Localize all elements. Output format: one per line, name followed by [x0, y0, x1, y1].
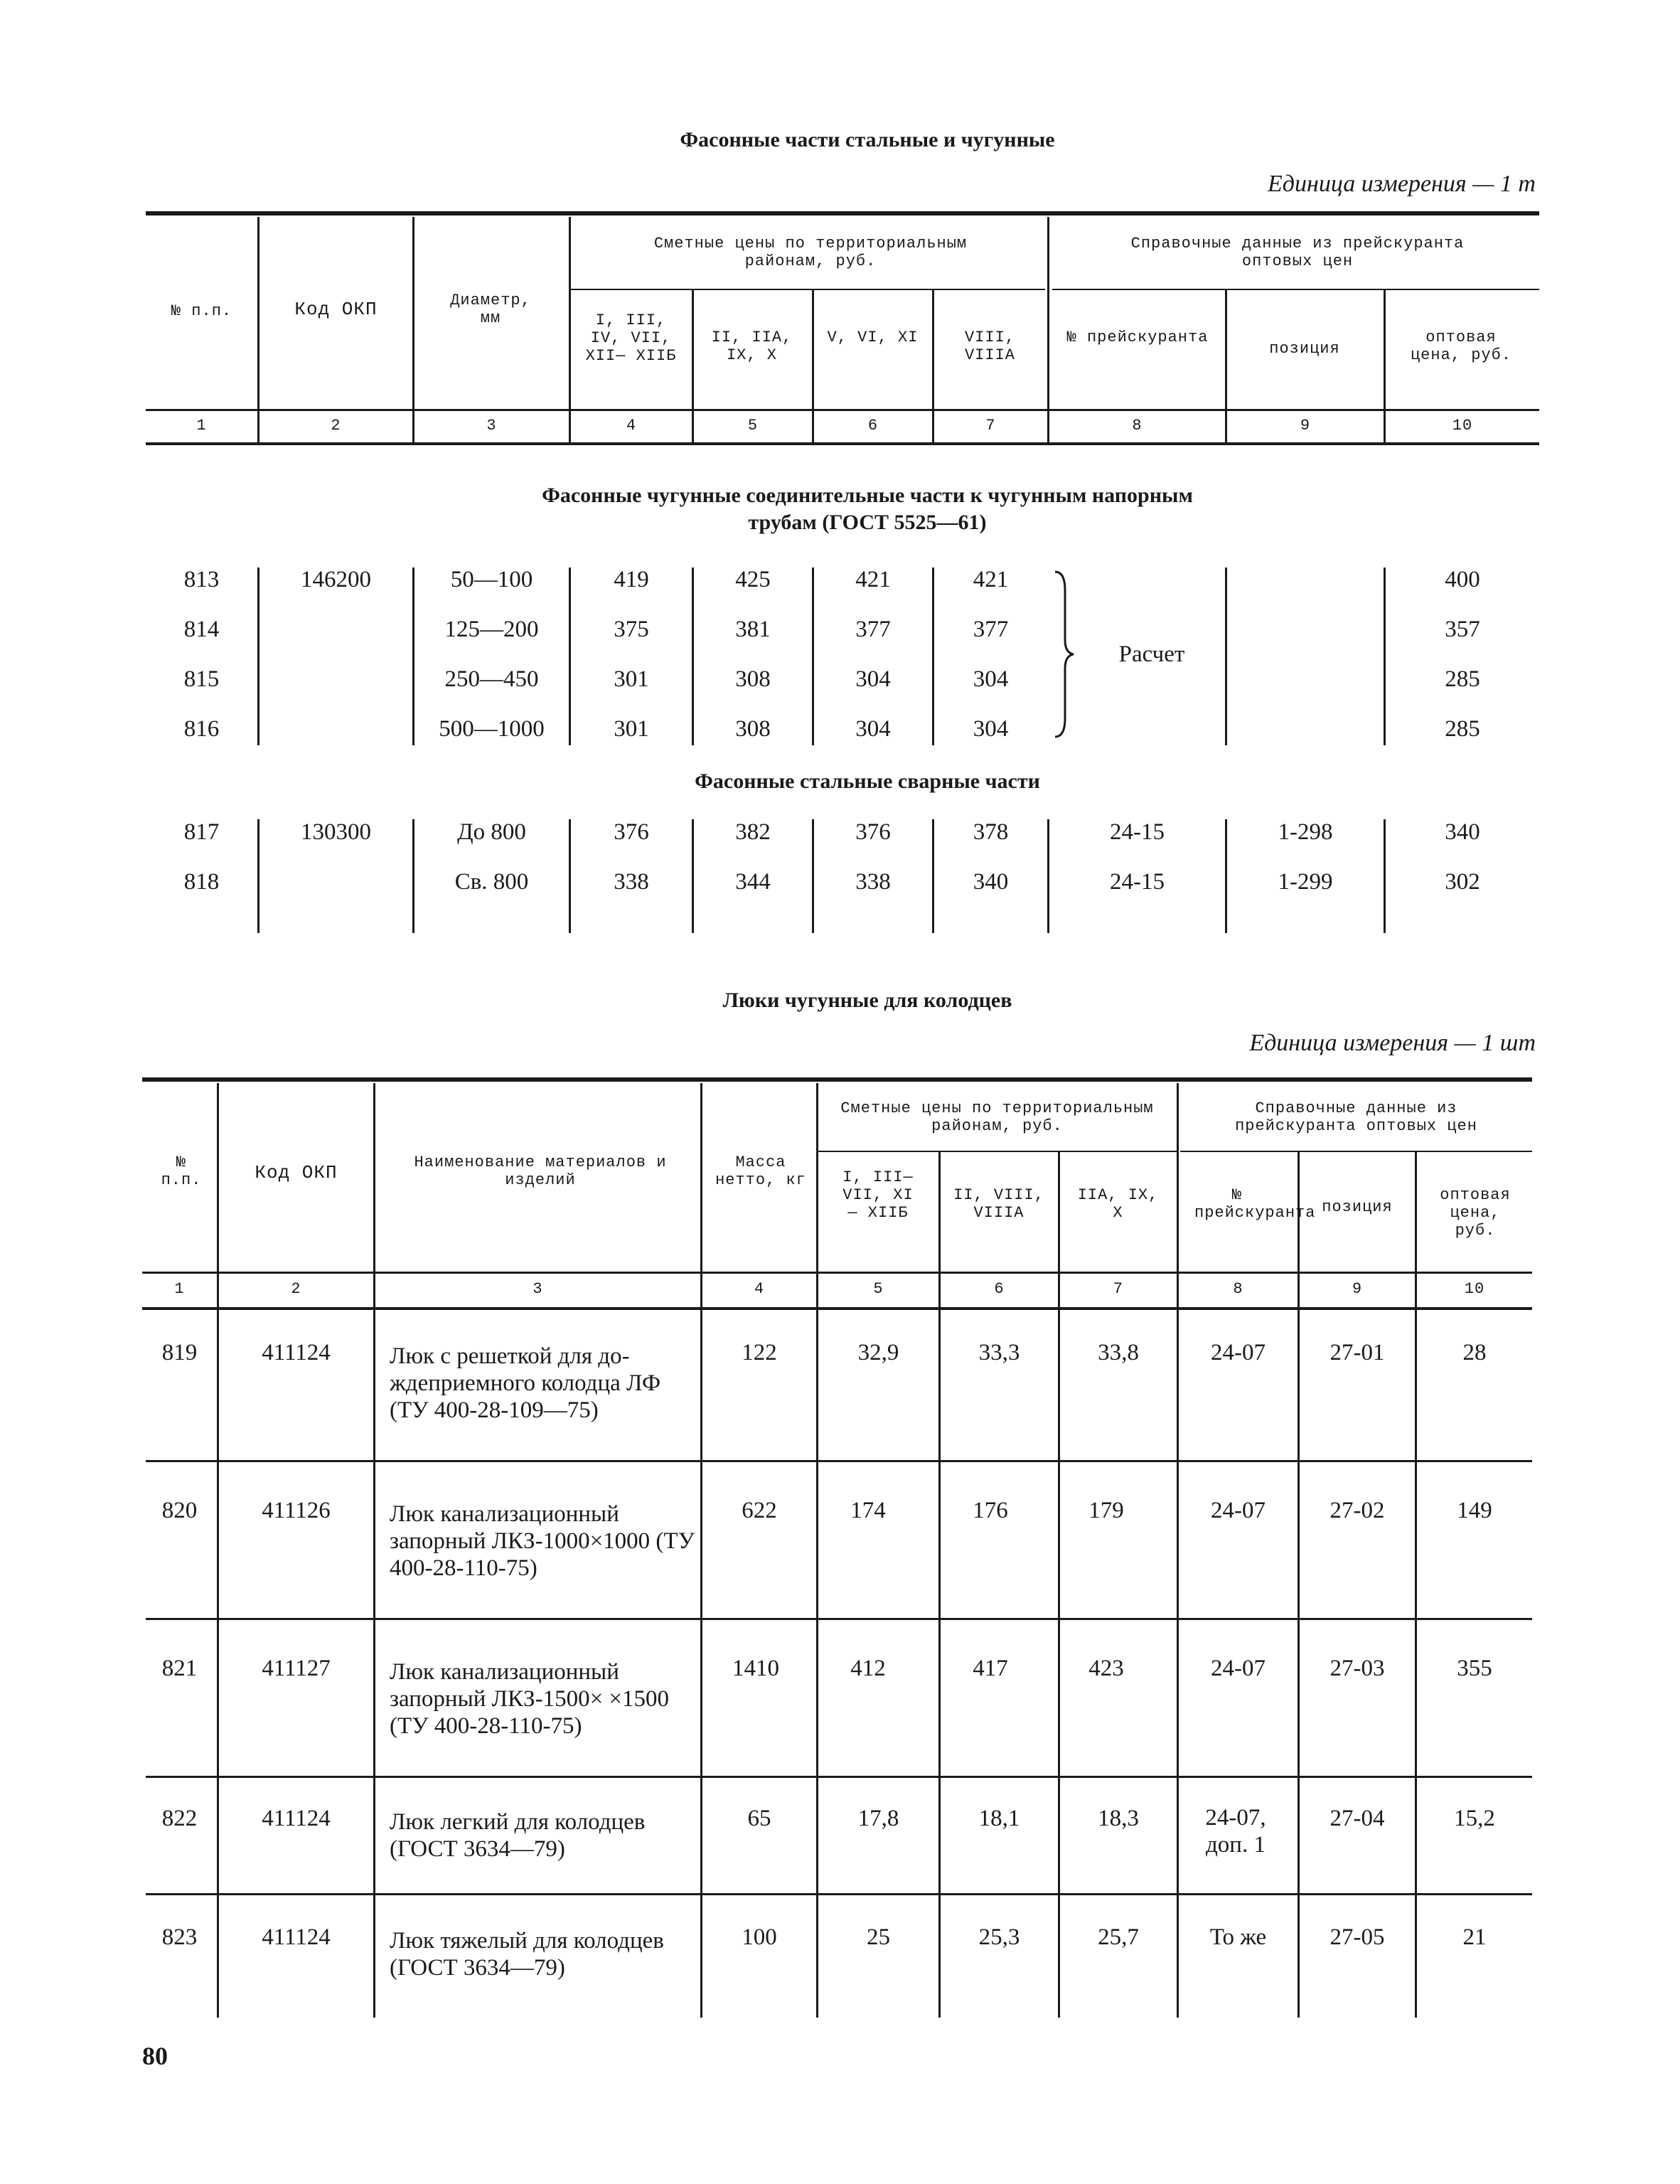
t1-header-ref-group: Справочные данные из прейскуранта оптовых цен	[1130, 235, 1465, 270]
t2-header-okp: Код ОКП	[255, 1162, 338, 1183]
row-diameter: Св. 800	[454, 869, 529, 895]
row-price-r1: 412	[850, 1656, 886, 1681]
t2-colnum: 7	[1113, 1280, 1124, 1298]
row-price-r3: 304	[855, 666, 891, 692]
row-price-r3: 376	[855, 819, 891, 845]
row-price-r4: 304	[973, 716, 1009, 742]
row-price-r1: 301	[614, 716, 649, 742]
table2-title: Люки чугунные для колодцев	[722, 989, 1012, 1012]
t1-header-r4: VIII, VIIIА	[964, 329, 1015, 364]
row-okp: 411124	[262, 1806, 331, 1831]
row-price-r2: 425	[735, 567, 771, 592]
row-no: 817	[183, 819, 220, 845]
row-wholesale: 285	[1445, 716, 1480, 742]
row-item-name: Люк с решеткой для дождеприемного колодца ЛФ (ТУ 400-28-109—75)	[390, 1343, 661, 1423]
row-position: 1-299	[1278, 869, 1333, 895]
calculation-note: Расчет	[1118, 641, 1185, 667]
row-wholesale: 15,2	[1454, 1806, 1495, 1831]
row-item-name: Люк канализационный запорный ЛКЗ-1000×1000 (ТУ 400-28-110-75)	[390, 1501, 695, 1581]
row-wholesale: 285	[1445, 666, 1480, 692]
row-item-name: Люк легкий для колодцев (ГОСТ 3634—79)	[390, 1809, 646, 1862]
row-no: 823	[161, 1924, 198, 1950]
row-wholesale: 149	[1457, 1498, 1492, 1523]
row-wholesale: 340	[1445, 819, 1480, 845]
row-position: 1-298	[1278, 819, 1333, 845]
row-price-r4: 421	[973, 567, 1009, 592]
row-price-r2: 417	[973, 1656, 1008, 1681]
t1-colnum: 8	[1132, 417, 1143, 435]
row-mass: 100	[742, 1924, 777, 1950]
row-no: 819	[161, 1340, 198, 1365]
t2-colnum: 6	[994, 1280, 1005, 1298]
row-price-r1: 375	[614, 617, 649, 642]
t2-colnum: 3	[533, 1280, 543, 1298]
row-no: 820	[161, 1498, 198, 1523]
row-price-r1: 174	[850, 1498, 886, 1523]
row-price-r1: 338	[614, 869, 649, 895]
row-wholesale: 21	[1462, 1924, 1487, 1950]
row-price-r2: 308	[735, 716, 771, 742]
row-okp: 411127	[262, 1656, 331, 1681]
row-okp: 411124	[262, 1924, 331, 1950]
row-price-r3: 338	[855, 869, 891, 895]
t1-header-r3: V, VI, XI	[827, 329, 919, 346]
row-price-r1: 17,8	[857, 1806, 899, 1831]
row-price-r3: 423	[1088, 1656, 1124, 1681]
row-price-r2: 308	[735, 666, 771, 692]
row-wholesale: 355	[1457, 1656, 1492, 1681]
row-price-list: 24-15	[1110, 869, 1165, 895]
row-diameter: До 800	[457, 819, 526, 845]
t2-colnum: 1	[174, 1280, 185, 1298]
t2-colnum: 2	[291, 1280, 301, 1298]
row-position: 27-04	[1329, 1806, 1385, 1831]
row-price-r4: 304	[973, 666, 1009, 692]
row-price-r1: 419	[614, 567, 649, 592]
row-mass: 622	[742, 1498, 777, 1523]
row-position: 27-03	[1329, 1656, 1385, 1681]
row-diameter: 125—200	[444, 617, 539, 642]
row-price-r4: 377	[973, 617, 1009, 642]
row-price-r3: 421	[855, 567, 891, 592]
t1-colnum: 7	[985, 417, 996, 435]
row-price-r3: 304	[855, 716, 891, 742]
row-okp: 411124	[262, 1340, 331, 1365]
t1-header-r1: I, III, IV, VII, XII— XIIБ	[585, 311, 677, 365]
t1-colnum: 1	[196, 417, 207, 435]
row-price-r2: 25,3	[978, 1924, 1020, 1950]
t2-header-r2: II, VIII, VIIIА	[953, 1186, 1044, 1222]
row-price-list: 24-07	[1211, 1656, 1266, 1681]
row-price-list: То же	[1209, 1924, 1267, 1950]
t2-header-no: № п.п.	[161, 1154, 202, 1189]
row-no: 816	[183, 716, 220, 742]
row-no: 813	[183, 567, 220, 592]
row-wholesale: 400	[1445, 567, 1480, 592]
row-price-list: 24-07, доп. 1	[1205, 1805, 1266, 1858]
t2-colnum: 8	[1233, 1280, 1243, 1298]
row-price-r2: 344	[735, 869, 771, 895]
t2-colnum: 4	[754, 1280, 765, 1298]
t1-colnum: 4	[626, 417, 637, 435]
row-price-r1: 301	[614, 666, 649, 692]
row-item-name: Люк канализационный запорный ЛКЗ-1500× ×1500 (ТУ 400-28-110-75)	[390, 1659, 670, 1739]
table1-title: Фасонные части стальные и чугунные	[680, 128, 1055, 151]
row-price-r3: 179	[1088, 1498, 1124, 1523]
t1-colnum: 10	[1452, 417, 1473, 435]
row-mass: 65	[747, 1806, 771, 1831]
row-price-r2: 176	[973, 1498, 1008, 1523]
row-mass: 1410	[732, 1656, 779, 1681]
row-price-r4: 378	[973, 819, 1009, 845]
row-position: 27-05	[1329, 1924, 1385, 1950]
row-price-list: 24-07	[1211, 1498, 1266, 1523]
t2-colnum: 10	[1464, 1280, 1485, 1298]
table2-unit: Единица измерения — 1 шт	[1249, 1030, 1536, 1056]
table1-section-cast-iron: Фасонные чугунные соединительные части к чугунным напорным трубам (ГОСТ 5525—61)	[542, 484, 1193, 534]
t1-header-wholesale: оптовая цена, руб.	[1410, 329, 1512, 364]
t2-header-wholesale: оптовая цена, руб.	[1440, 1186, 1511, 1240]
table1-section-steel: Фасонные стальные сварные части	[695, 769, 1040, 793]
table1-unit: Единица измерения — 1 т	[1267, 171, 1536, 197]
t1-colnum: 6	[867, 417, 879, 435]
t1-colnum: 3	[486, 417, 497, 435]
t2-header-mass: Масса нетто, кг	[715, 1154, 806, 1189]
t2-colnum: 9	[1352, 1280, 1363, 1298]
row-wholesale: 357	[1445, 617, 1480, 642]
row-price-r3: 377	[855, 617, 891, 642]
row-no: 818	[183, 869, 220, 895]
row-diameter: 500—1000	[439, 716, 545, 742]
row-diameter: 250—450	[444, 666, 539, 692]
row-no: 822	[161, 1806, 198, 1831]
row-price-r3: 33,8	[1098, 1340, 1139, 1365]
t1-colnum: 5	[747, 417, 759, 435]
t1-header-r2: II, IIА, IX, X	[711, 329, 793, 364]
curly-brace-icon	[1049, 569, 1078, 740]
t2-colnum: 5	[873, 1280, 884, 1298]
t2-header-r1: I, III— VII, XI— XIIБ	[842, 1168, 914, 1222]
t2-header-name: Наименование материалов и изделий	[414, 1154, 667, 1189]
row-price-r3: 25,7	[1098, 1924, 1139, 1950]
row-price-r1: 376	[614, 819, 649, 845]
row-price-r2: 382	[735, 819, 771, 845]
t1-header-no: № п.п.	[171, 302, 232, 320]
row-no: 814	[183, 617, 220, 642]
t2-header-ref-group: Справочные данные из прейскуранта оптовых цен	[1235, 1099, 1477, 1135]
row-diameter: 50—100	[450, 567, 533, 592]
row-price-r1: 32,9	[857, 1340, 899, 1365]
row-position: 27-01	[1329, 1340, 1385, 1365]
row-price-r2: 381	[735, 617, 771, 642]
t2-header-position: позиция	[1322, 1198, 1393, 1216]
page-number: 80	[142, 2042, 168, 2070]
row-mass: 122	[742, 1340, 777, 1365]
row-price-r2: 18,1	[978, 1806, 1020, 1831]
row-okp: 130300	[301, 819, 371, 845]
row-wholesale: 28	[1462, 1340, 1487, 1365]
t1-header-position: позиция	[1269, 340, 1340, 358]
t1-header-okp: Код ОКП	[294, 299, 378, 320]
row-no: 821	[161, 1656, 198, 1681]
row-okp: 411126	[262, 1498, 331, 1523]
row-no: 815	[183, 666, 220, 692]
t1-colnum: 2	[331, 417, 341, 435]
row-price-r2: 33,3	[978, 1340, 1020, 1365]
row-price-list: 24-15	[1110, 819, 1165, 845]
t1-header-prices-group: Сметные цены по территориальным районам, руб.	[653, 235, 968, 270]
t1-colnum: 9	[1300, 417, 1311, 435]
t1-header-price-list: № прейскуранта	[1066, 329, 1209, 346]
row-wholesale: 302	[1445, 869, 1480, 895]
t2-header-r3: IIА, IX, X	[1077, 1186, 1159, 1222]
t1-header-diameter: Диаметр, мм	[450, 292, 531, 327]
t2-header-price-list: № прейскуранта	[1194, 1186, 1316, 1222]
row-item-name: Люк тяжелый для колодцев (ГОСТ 3634—79)	[390, 1928, 664, 1981]
row-position: 27-02	[1329, 1498, 1385, 1523]
row-price-r1: 25	[867, 1924, 890, 1950]
row-okp: 146200	[301, 567, 371, 592]
row-price-list: 24-07	[1211, 1340, 1266, 1365]
row-price-r3: 18,3	[1098, 1806, 1139, 1831]
row-price-r4: 340	[973, 869, 1009, 895]
t2-header-prices-group: Сметные цены по территориальным районам, руб.	[840, 1099, 1154, 1135]
